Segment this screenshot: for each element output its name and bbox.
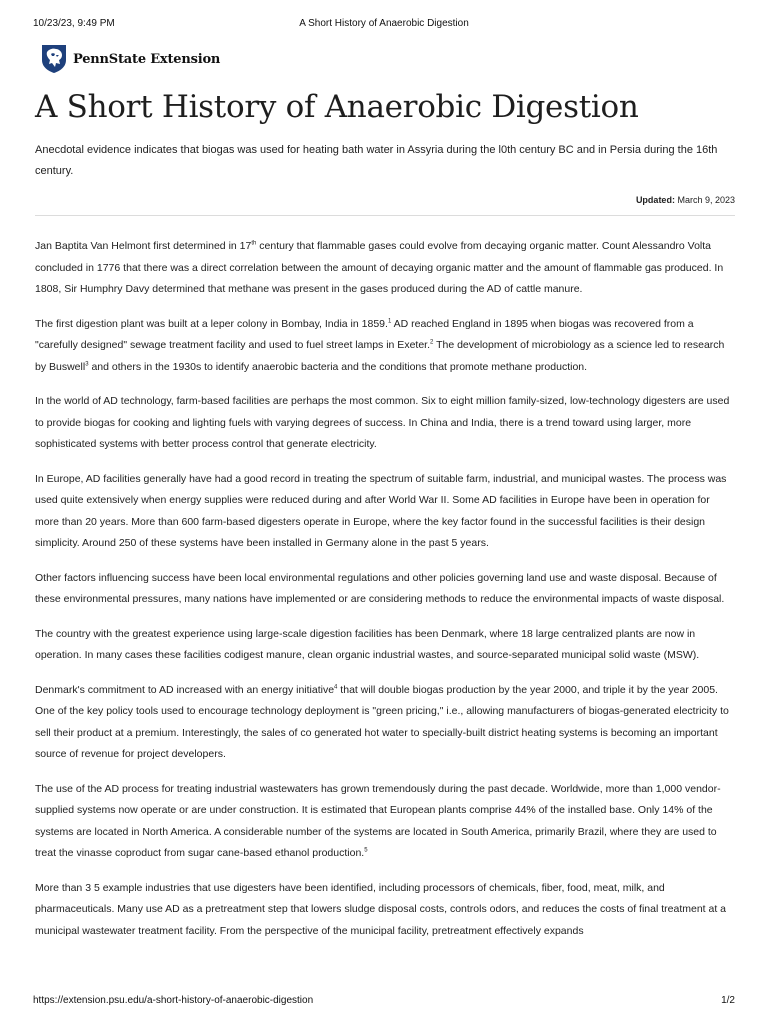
print-footer	[33, 995, 735, 1009]
article-body	[35, 236, 735, 942]
paragraph-9: More than 3 5 example industries that use digesters have been identified, including processors of chemicals, fiber, food, meat, milk, and pharmaceuticals. Many use AD as a pretreatment step that lowers sludge disposal costs, controls odors, and reduces the costs of final treatment at a municipal wastewater treatment facility. From the perspective of the municipal facility, pretreatment effectively expands	[35, 881, 727, 937]
footnote-ref-1[interactable]: 1	[387, 318, 392, 324]
nittany-lion-shield-icon	[41, 44, 67, 74]
footnote-ref-2[interactable]: 2	[430, 339, 434, 346]
brand-name: PennState Extension	[73, 51, 221, 67]
page-url: https://extension.psu.edu/a-short-history-of-anaerobic-digestion	[33, 995, 314, 1006]
footnote-ref-5[interactable]: 5	[364, 847, 368, 854]
article-lede: Anecdotal evidence indicates that biogas was used for heating bath water in Assyria during the l0th century BC and in Persia during the 16th century.	[35, 144, 718, 177]
divider	[35, 215, 735, 216]
updated-label: Updated:	[635, 195, 675, 205]
paragraph-5: Other factors influencing success have been local environmental regulations and other policies governing land use and waste disposal. Because of these environmental pressures, many nations have implemented or are considering methods to reduce the environmental impacts of waste disposal.	[35, 571, 725, 605]
paragraph-1: Jan Baptita Van Helmont first determined in 17th century that flammable gases could evolve from decaying organic matter. Count Alessandro Volta concluded in 1776 that there was a direct correlation between the amount of decaying organic matter and the amount of flammable gas produced. In 1808, Sir Humphry Davy determined that methane was present in the gases produced during the AD of cattle manure.	[35, 240, 724, 295]
updated-info	[35, 193, 735, 207]
footnote-ref-4[interactable]: 4	[334, 684, 338, 690]
page-number: 1/2	[721, 995, 735, 1006]
paragraph-7: Denmark's commitment to AD increased with an energy initiative$^4$ that will double biogas production by the year 2000, and triple it by the year 2005. One of the key policy tools used to encourage technology deployment is "green pricing," i.e., allowing manufacturers of biogas-generated electricity to sell their product at a premium. Interestingly, the sales of co generated hot water to specially-built district heating systems is becoming an important source of revenue for project developers.	[35, 683, 729, 760]
article	[35, 86, 735, 955]
footnote-ref-3[interactable]: 3	[85, 361, 89, 367]
updated-date: March 9, 2023	[677, 195, 735, 205]
pennstate-extension-logo-link[interactable]	[41, 44, 220, 74]
paragraph-2: The first digestion plant was built at a leper colony in Bombay, India in 1859.$^1$ AD reached England in 1895 when biogas was recovered from a "carefully designed" sewage treatment facility and used to fuel street lamps in Exeter.$^2$ The development of microbiology as a science led to research by Buswell$^3$ and others in the 1930s to identify anaerobic bacteria and the conditions that promote methane production.	[35, 317, 725, 373]
print-header	[33, 18, 735, 32]
paragraph-6: The country with the greatest experience using large-scale digestion facilities has been Denmark, where 18 large centralized plants are now in operation. In many cases these facilities codigest manure, clean organic industrial wastes, and source-separated municipal solid waste (MSW).	[35, 627, 700, 661]
footnote-sup: th	[251, 240, 257, 247]
paragraph-4: In Europe, AD facilities generally have had a good record in treating the spectrum of suitable farm, industrial, and municipal wastes. The process was used quite extensively when energy supplies were reduced during and after World War II. Some AD facilities in Europe have been in operation for more than 20 years. More than 600 farm-based digesters operate in Europe, where the key factor found in the successful facilities is their design simplicity. Around 250 of these systems have been installed in Germany alone in the past 5 years.	[35, 472, 727, 549]
print-datetime: 10/23/23, 9:49 PM	[33, 18, 115, 29]
page-title: A Short History of Anaerobic Digestion	[35, 89, 639, 125]
paragraph-3: In the world of AD technology, farm-based facilities are perhaps the most common. Six to eight million family-sized, low-technology digesters are used to provide biogas for cooking and lighting fuels with varying degrees of success. In China and India, there is a trend toward using larger, more sophisticated systems with better process control that generate electricity.	[35, 395, 730, 450]
print-doc-title: A Short History of Anaerobic Digestion	[299, 18, 469, 29]
paragraph-8: The use of the AD process for treating industrial wastewaters has grown tremendously during the past decade. Worldwide, more than 1,000 vendor-supplied systems now operate or are under construction. It is estimated that European plants comprise 44% of the installed base. Only 14% of the systems are located in North America. A considerable number of the systems are located in South America, primarily Brazil, where they are used to treat the vinasse coproduct from sugar cane-based ethanol production.$^5$	[35, 782, 721, 859]
